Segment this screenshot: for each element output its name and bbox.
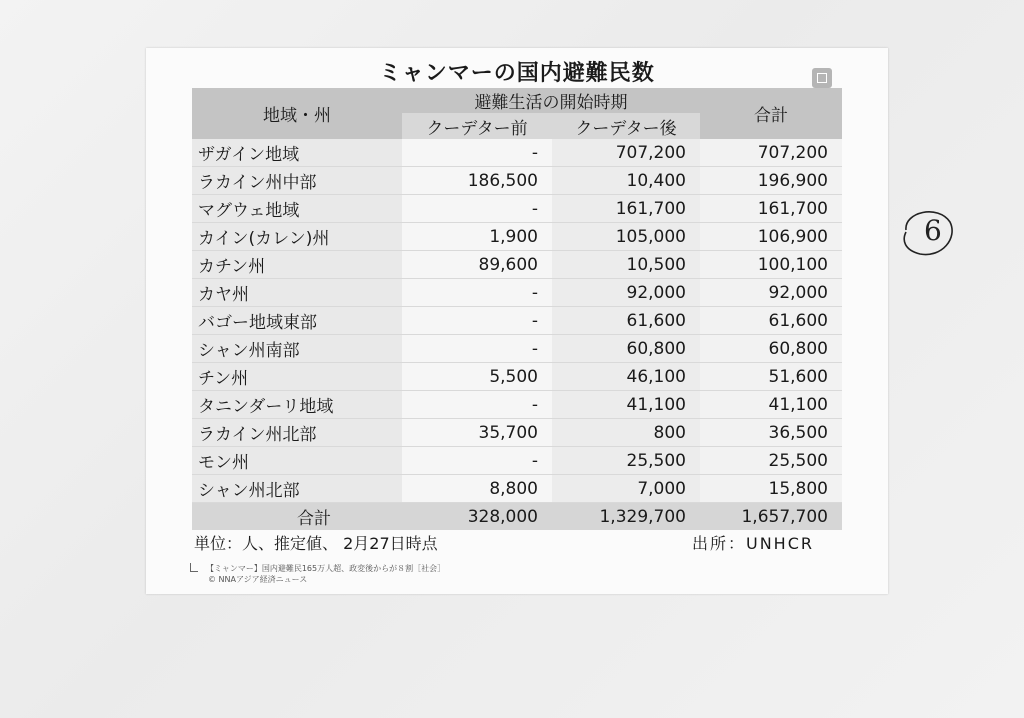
table-row — [192, 167, 842, 195]
table-row — [192, 419, 842, 447]
newspaper-clipping — [146, 48, 888, 594]
table-row — [192, 335, 842, 363]
cell-before: 1,900 — [402, 223, 552, 251]
cell-after: 105,000 — [552, 223, 700, 251]
header-after: クーデター後 — [552, 113, 700, 139]
cell-region: ラカイン州北部 — [192, 419, 402, 447]
cell-after: 707,200 — [552, 139, 700, 167]
cell-before: 186,500 — [402, 167, 552, 195]
table-row — [192, 447, 842, 475]
cell-total: 36,500 — [700, 419, 842, 447]
sum-after: 1,329,700 — [552, 503, 700, 531]
cell-total: 51,600 — [700, 363, 842, 391]
cell-after: 61,600 — [552, 307, 700, 335]
cell-before: - — [402, 139, 552, 167]
cell-after: 161,700 — [552, 195, 700, 223]
cell-total: 25,500 — [700, 447, 842, 475]
cell-after: 41,100 — [552, 391, 700, 419]
cell-total: 196,900 — [700, 167, 842, 195]
cell-total: 100,100 — [700, 251, 842, 279]
cell-before: - — [402, 279, 552, 307]
caption-headline: 【ミャンマー】国内避難民165万人超、政変後からが８割［社会］ — [206, 564, 446, 573]
sum-label: 合計 — [192, 503, 402, 531]
cell-region: シャン州北部 — [192, 475, 402, 503]
cell-total: 92,000 — [700, 279, 842, 307]
cell-total: 61,600 — [700, 307, 842, 335]
cell-before: - — [402, 391, 552, 419]
cell-after: 46,100 — [552, 363, 700, 391]
cell-before: 89,600 — [402, 251, 552, 279]
cell-region: バゴー地域東部 — [192, 307, 402, 335]
cell-region: モン州 — [192, 447, 402, 475]
page-title: ミャンマーの国内避難民数 — [379, 61, 655, 86]
cell-total: 15,800 — [700, 475, 842, 503]
cell-before: - — [402, 195, 552, 223]
cell-before: 8,800 — [402, 475, 552, 503]
table-row — [192, 251, 842, 279]
cell-after: 10,400 — [552, 167, 700, 195]
cell-total: 707,200 — [700, 139, 842, 167]
cell-total: 106,900 — [700, 223, 842, 251]
table-sum-row — [192, 503, 842, 531]
cell-total: 161,700 — [700, 195, 842, 223]
expand-icon — [812, 68, 832, 88]
header-period-group: 避難生活の開始時期 — [402, 88, 700, 113]
table-row — [192, 363, 842, 391]
sum-total: 1,657,700 — [700, 503, 842, 531]
idp-table — [192, 88, 842, 530]
sum-before: 328,000 — [402, 503, 552, 531]
table-row — [192, 475, 842, 503]
cell-region: ザガイン地域 — [192, 139, 402, 167]
cell-region: カチン州 — [192, 251, 402, 279]
cell-region: シャン州南部 — [192, 335, 402, 363]
table-row — [192, 307, 842, 335]
cell-region: チン州 — [192, 363, 402, 391]
cell-before: - — [402, 307, 552, 335]
header-region: 地域・州 — [192, 88, 402, 139]
cell-before: - — [402, 447, 552, 475]
handwritten-page-number — [898, 200, 958, 260]
cell-region: タニンダーリ地域 — [192, 391, 402, 419]
article-caption — [190, 563, 445, 585]
header-total: 合計 — [700, 88, 842, 139]
caption-credit: © NNAアジア経済ニュース — [208, 575, 308, 584]
corner-mark-icon — [190, 563, 198, 572]
cell-after: 7,000 — [552, 475, 700, 503]
cell-before: 35,700 — [402, 419, 552, 447]
table-row — [192, 279, 842, 307]
cell-region: ラカイン州中部 — [192, 167, 402, 195]
table-row — [192, 195, 842, 223]
cell-after: 60,800 — [552, 335, 700, 363]
table-row — [192, 391, 842, 419]
cell-before: - — [402, 335, 552, 363]
cell-region: カイン(カレン)州 — [192, 223, 402, 251]
header-before: クーデター前 — [402, 113, 552, 139]
cell-region: カヤ州 — [192, 279, 402, 307]
cell-total: 41,100 — [700, 391, 842, 419]
table-row — [192, 223, 842, 251]
cell-region: マグウェ地域 — [192, 195, 402, 223]
cell-total: 60,800 — [700, 335, 842, 363]
table-row — [192, 139, 842, 167]
unit-note: 単位：人、推定値、 2月27日時点 — [194, 534, 438, 553]
source-note: 出所：UNHCR — [692, 534, 815, 553]
cell-after: 92,000 — [552, 279, 700, 307]
handwritten-number: 6 — [924, 214, 942, 247]
cell-after: 10,500 — [552, 251, 700, 279]
cell-after: 25,500 — [552, 447, 700, 475]
cell-after: 800 — [552, 419, 700, 447]
cell-before: 5,500 — [402, 363, 552, 391]
